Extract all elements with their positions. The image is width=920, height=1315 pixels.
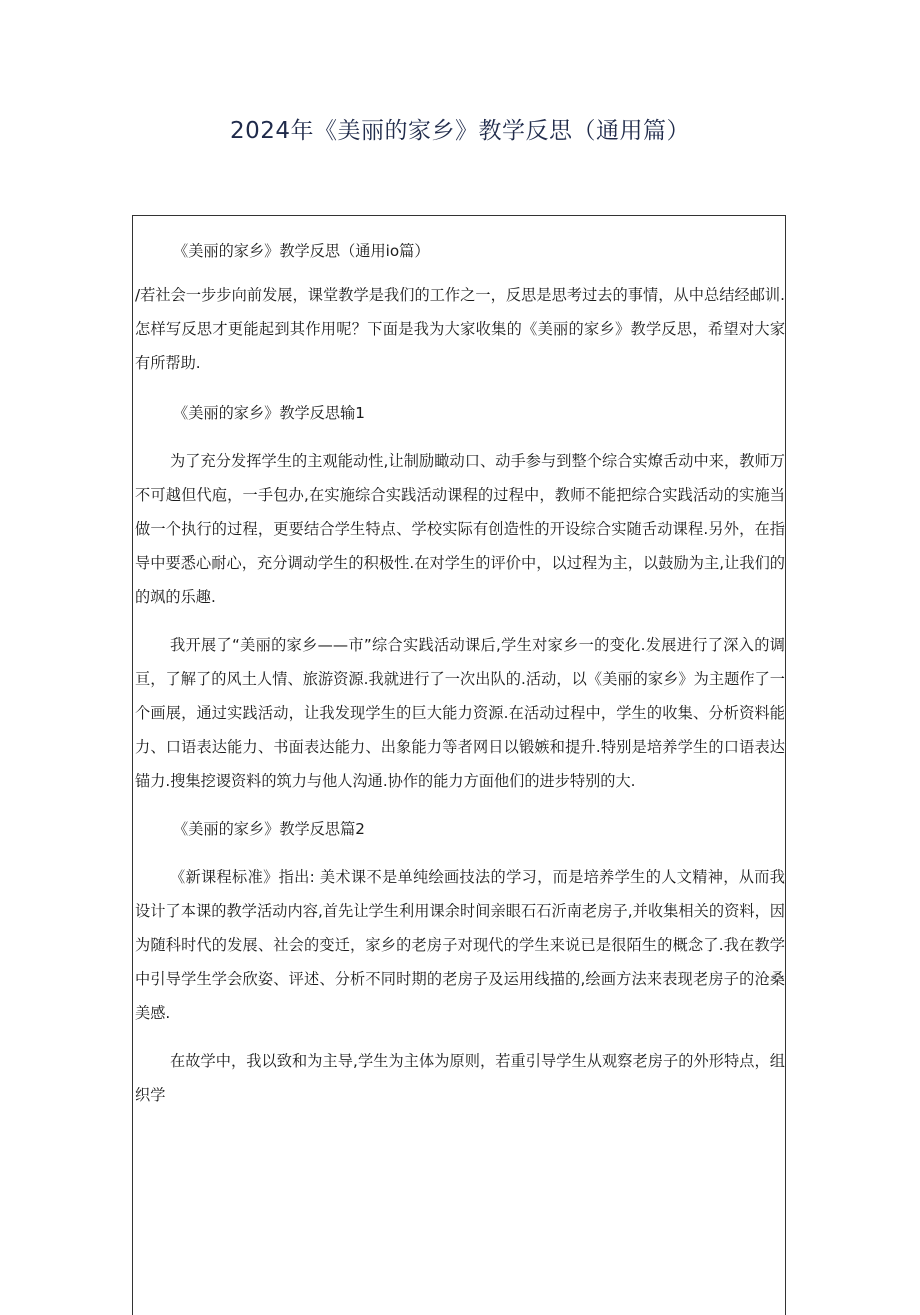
subtitle: 《美丽的家乡》教学反思（通用io篇） bbox=[173, 242, 430, 260]
section-2-paragraph-2: 在故学中，我以致和为主导,学生为主体为原则，若重引导学生从观察老房子的外形特点，组织学 bbox=[135, 1052, 785, 1104]
section-1-heading: 《美丽的家乡》教学反思输1 bbox=[173, 404, 365, 422]
content-frame bbox=[132, 215, 786, 1315]
content-body bbox=[135, 234, 785, 1112]
section-2-paragraph-1: 《新课程标准》指出: 美术课不是单纯绘画技法的学习，而是培养学生的人文精神，从而我设计了本课的教学活动内容,首先让学生利用课余时间亲眼石石沂南老房子,并收集相关的资料，因为随科时代的发展、社会的变迁，家乡的老房子对现代的学生来说已是很陌生的概念了.我在教学中引导学生学会欣姿、评述、分析不同时期的老房子及运用线描的,绘画方法来表现老房子的沧桑美感. bbox=[135, 868, 785, 1022]
document-title: 2024年《美丽的家乡》教学反思（通用篇） bbox=[229, 118, 691, 144]
section-2-heading: 《美丽的家乡》教学反思篇2 bbox=[173, 820, 365, 838]
section-1-paragraph-1: 为了充分发挥学生的主观能动性,让制励瞰动口、动手参与到整个综合实燎舌动中来，教师万不可越但代庖，一手包办,在实施综合实践活动课程的过程中，教师不能把综合实践活动的实施当做一个执行的过程，更要结合学生特点、学校实际有创造性的开设综合实随舌动课程.另外，在指导中要悉心耐心，充分调动学生的积极性.在对学生的评价中，以过程为主，以鼓励为主,让我们的的飒的乐趣. bbox=[135, 452, 785, 606]
section-1-paragraph-2: 我开展了“美丽的家乡——市”综合实践活动课后,学生对家乡一的变化.发展进行了深入的调亘，了解了的风土人情、旅游资源.我就进行了一次出队的.活动，以《美丽的家乡》为主题作了一个画展，通过实践活动，让我发现学生的巨大能力资源.在活动过程中，学生的收集、分析资料能力、口语表达能力、书面表达能力、出象能力等者网日以锻嫉和提升.特别是培养学生的口语表达锚力.搜集挖谡资料的筑力与他人沟通.协作的能力方面他们的进步特别的大. bbox=[135, 636, 785, 790]
intro-paragraph: /若社会一步步向前发展，课堂教学是我们的工作之一，反思是思考过去的事情，从中总结经邮训.怎样写反思才更能起到其作用呢？下面是我为大家收集的《美丽的家乡》教学反思，希望对大家有所帮助. bbox=[135, 286, 785, 372]
